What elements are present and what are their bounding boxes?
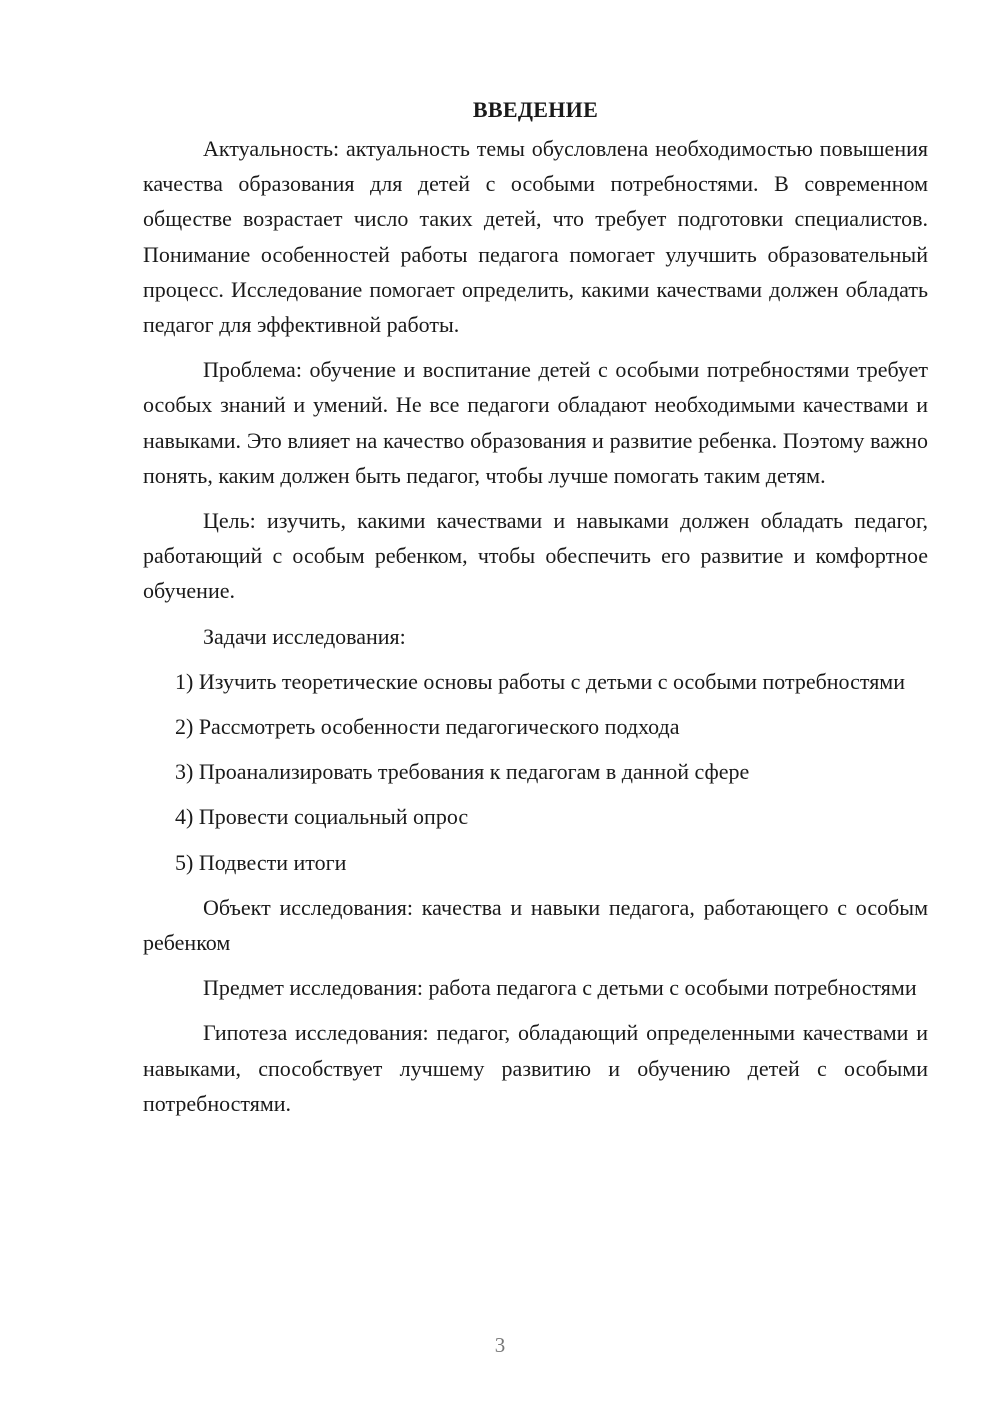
goal-paragraph: Цель: изучить, какими качествами и навыками должен обладать педагог, работающий с особым ребенком, чтобы обеспечить его развитие и комфортное обучение. xyxy=(143,508,928,604)
document-page xyxy=(143,92,928,1131)
list-item: 5) Подвести итоги xyxy=(175,849,347,875)
section-heading: ВВЕДЕНИЕ xyxy=(472,97,599,122)
list-item: 3) Проанализировать требования к педагогам в данной сфере xyxy=(175,759,750,785)
list-item: 1) Изучить теоретические основы работы с детьми с особыми потребностями xyxy=(175,668,906,694)
object-paragraph: Объект исследования: качества и навыки педагога, работающего с особым ребенком xyxy=(143,894,928,956)
list-item: 2) Рассмотреть особенности педагогического подхода xyxy=(175,714,680,740)
subject-paragraph: Предмет исследования: работа педагога с детьми с особыми потребностями xyxy=(203,975,917,1001)
hypothesis-paragraph: Гипотеза исследования: педагог, обладающий определенными качествами и навыками, способствует лучшему развитию и обучению детей с особыми потребностями. xyxy=(143,1020,928,1116)
problem-paragraph: Проблема: обучение и воспитание детей с особыми потребностями требует особых знаний и умений. Не все педагоги обладают необходимыми качествами и навыками. Это влияет на качество образования и развитие ребенка. Поэтому важно понять, каким должен быть педагог, чтобы лучше помогать таким детям. xyxy=(143,357,928,488)
tasks-title: Задачи исследования: xyxy=(203,623,406,649)
list-item: 4) Провести социальный опрос xyxy=(175,804,469,830)
page-number: 3 xyxy=(494,1333,506,1357)
relevance-paragraph: Актуальность: актуальность темы обусловлена необходимостью повышения качества образования для детей с особыми потребностями. В современном обществе возрастает число таких детей, что требует подготовки специалистов. Понимание особенностей работы педагога помогает улучшить образовательный процесс. Исследование помогает определить, какими качествами должен обладать педагог для эффективной работы. xyxy=(143,136,928,338)
tasks-list xyxy=(143,664,928,880)
